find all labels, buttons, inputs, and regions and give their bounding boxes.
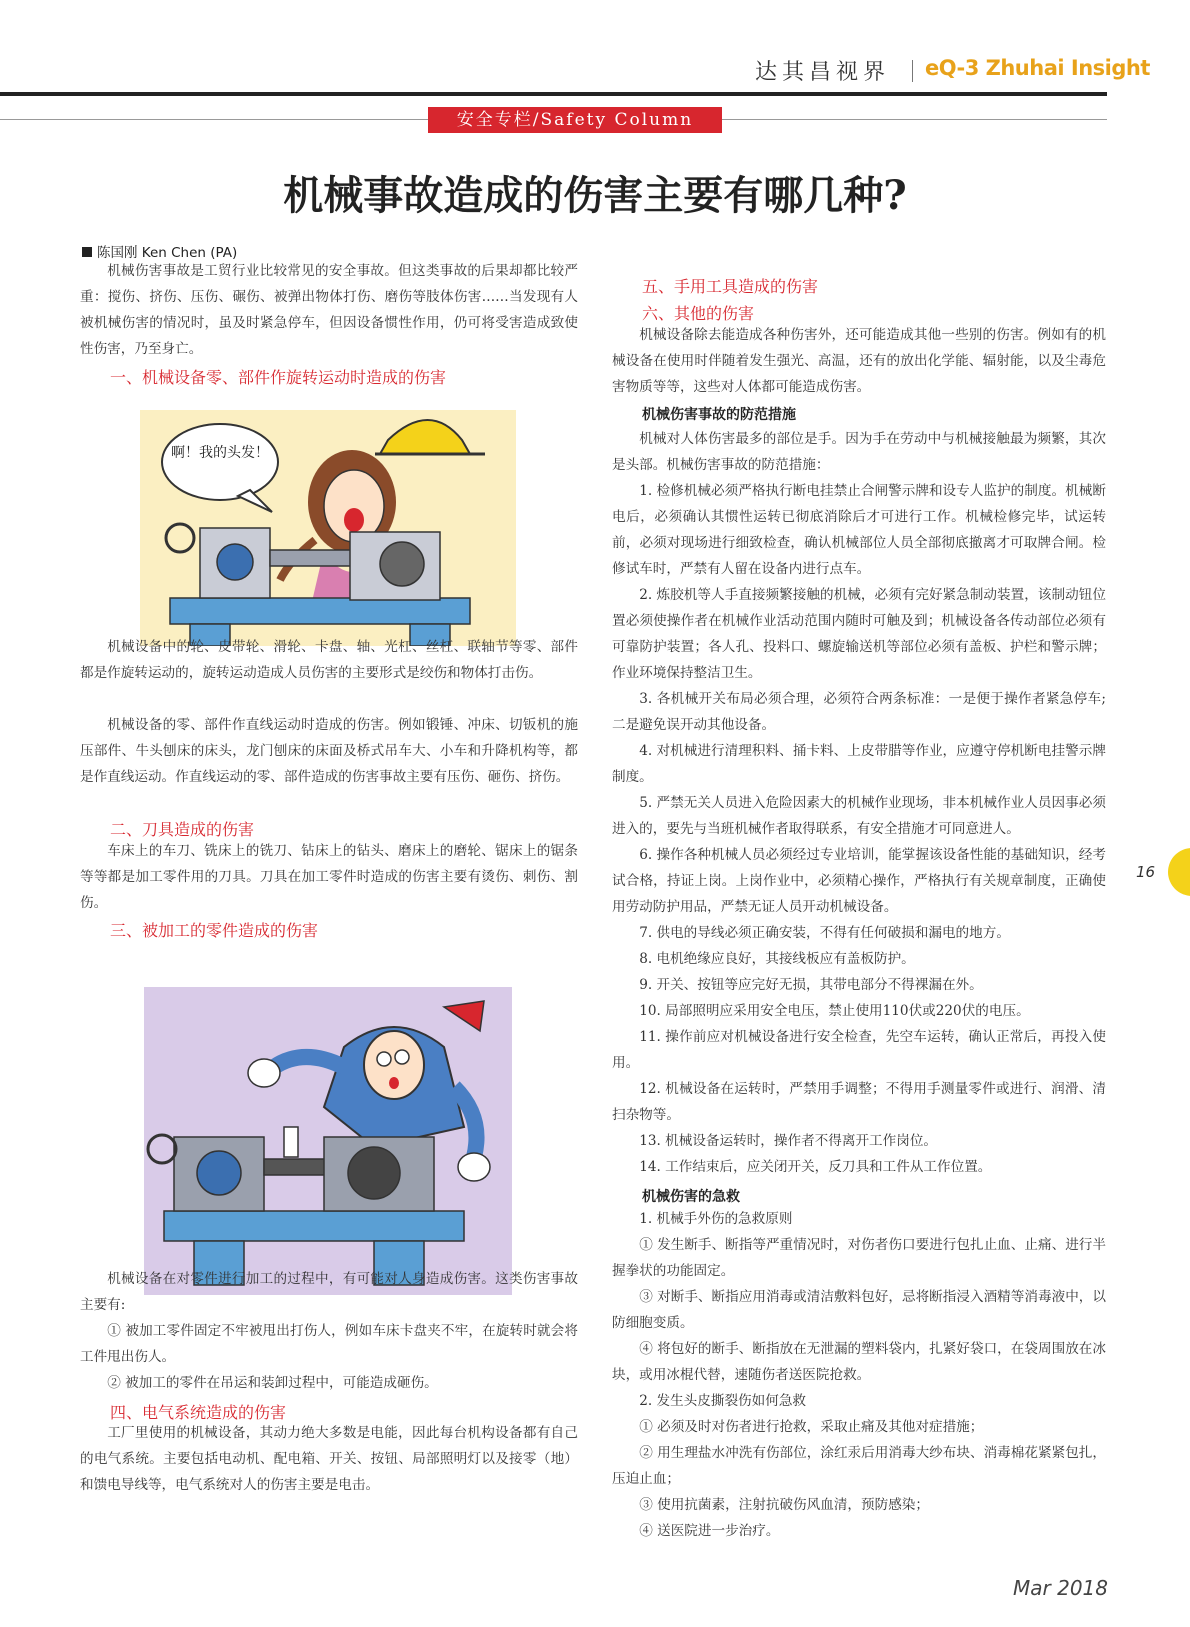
first-aid-1: 1. 机械手外伤的急救原则 xyxy=(639,1211,793,1227)
figure-hair-caught-in-lathe xyxy=(140,410,516,646)
measure-2: 2. 炼胶机等人手直接频繁接触的机械，必须有完好紧急制动装置，该制动钮位置必须使操作者在机械作业活动范围内随时可触及到；机械设备各传动部位必须有可靠防护装置；各人孔、投料口、螺旋输送机等部位必须有盖板、护栏和警示牌；作业环境保持整洁卫生。 xyxy=(612,587,1106,681)
page-tab-marker xyxy=(1168,848,1190,896)
paragraph-cutting-tools: 车床上的车刀、铣床上的铣刀、钻床上的钻头、磨床上的磨轮、锯床上的锯条等等都是加工零件用的刀具。刀具在加工零件时造成的伤害主要有烫伤、刺伤、割伤。 xyxy=(80,843,578,911)
magazine-name-cn: 达其昌视界 xyxy=(754,60,890,85)
measure-5: 5. 严禁无关人员进入危险因素大的机械作业现场，非本机械作业人员因事必须进入的，要先与当班机械作者取得联系，有安全措施才可同意进人。 xyxy=(612,795,1106,837)
measure-14: 14. 工作结束后，应关闭开关，反刀具和工件从工作位置。 xyxy=(639,1159,992,1175)
measure-12: 12. 机械设备在运转时，严禁用手调整；不得用手测量零件或进行、润滑、清扫杂物等。 xyxy=(612,1081,1106,1123)
bullet-square-icon xyxy=(82,247,92,257)
first-aid-8: ③ 使用抗菌素，注射抗破伤风血清，预防感染； xyxy=(639,1497,929,1513)
paragraph-electrical: 工厂里使用的机械设备，其动力绝大多数是电能，因此每台机构设备都有自己的电气系统。主要包括电动机、配电箱、开关、按钮、局部照明灯以及接零（地）和馈电导线等，电气系统对人的伤害主要是电击。 xyxy=(80,1425,578,1493)
measure-3: 3. 各机械开关布局必须合理，必须符合两条标准：一是便于操作者紧急停车;二是避免误开动其他设备。 xyxy=(612,691,1106,733)
paragraph-other-hazards: 机械设备除去能造成各种伤害外，还可能造成其他一些别的伤害。例如有的机械设备在使用时伴随着发生强光、高温，还有的放出化学能、辐射能，以及尘毒危害物质等等，这些对人体都可能造成伤害。 xyxy=(612,327,1106,395)
figure-workpiece-ejected xyxy=(144,987,512,1295)
first-aid-9: ④ 送医院进一步治疗。 xyxy=(639,1523,780,1539)
header-separator xyxy=(912,60,913,82)
measure-6: 6. 操作各种机械人员必须经过专业培训，能掌握该设备性能的基础知识，经考试合格，持证上岗。上岗作业中，必须精心操作，严格执行有关规章制度，正确使用劳动防护用品，严禁无证人员开动机械设备。 xyxy=(612,847,1106,915)
measure-7: 7. 供电的导线必须正确安装，不得有任何破损和漏电的地方。 xyxy=(639,925,1010,941)
article-title: 机械事故造成的伤害主要有哪几种? xyxy=(283,172,907,219)
measure-4: 4. 对机械进行清理积料、捅卡料、上皮带腊等作业，应遵守停机断电挂警示牌制度。 xyxy=(612,743,1106,785)
section-heading-6: 六、其他的伤害 xyxy=(642,304,755,323)
figure1-speech: 啊！我的头发！ xyxy=(171,445,269,461)
first-aid-4: ④ 将包好的断手、断指放在无泄漏的塑料袋内，扎紧好袋口，在袋周围放在冰块，或用冰棍代替，速随伤者送医院抢救。 xyxy=(612,1341,1106,1383)
paragraph-prevention-intro: 机械对人体伤害最多的部位是手。因为手在劳动中与机械接触最为频繁，其次是头部。机械伤害事故的防范措施： xyxy=(612,431,1106,473)
intro-paragraph: 机械伤害事故是工贸行业比较常见的安全事故。但这类事故的后果却都比较严重：搅伤、挤伤、压伤、碾伤、被弹出物体打伤、磨伤等肢体伤害……当发现有人被机械伤害的情况时，虽及时紧急停车，但因设备惯性作用，仍可将受害造成致使性伤害，乃至身亡。 xyxy=(80,263,578,357)
first-aid-2: ① 发生断手、断指等严重情况时，对伤者伤口要进行包扎止血、止痛、进行半握拳状的功能固定。 xyxy=(612,1237,1106,1279)
measure-1: 1. 检修机械必须严格执行断电挂禁止合闸警示牌和设专人监护的制度。机械断电后，必须确认其惯性运转已彻底消除后才可进行工作。机械检修完毕，试运转前，必须对现场进行细致检查，确认机械部位人员全部彻底撤离才可取牌合闸。检修试车时，严禁有人留在设备内进行点车。 xyxy=(612,483,1106,577)
subheading-prevention: 机械伤害事故的防范措施 xyxy=(642,407,796,423)
measure-11: 11. 操作前应对机械设备进行安全检查，先空车运转，确认正常后，再投入使用。 xyxy=(612,1029,1106,1071)
first-aid-5: 2. 发生头皮撕裂伤如何急救 xyxy=(639,1393,807,1409)
measure-10: 10. 局部照明应采用安全电压，禁止使用110伏或220伏的电压。 xyxy=(639,1003,1030,1019)
section-heading-2: 二、刀具造成的伤害 xyxy=(110,820,255,839)
issue-date: Mar 2018 xyxy=(1013,1576,1108,1600)
paragraph-rotating-parts: 机械设备中的轮、皮带轮、滑轮、卡盘、轴、光杠、丝杠、联轴节等零、部件都是作旋转运动的，旋转运动造成人员伤害的主要形式是绞伤和物体打击伤。 xyxy=(80,639,578,681)
first-aid-6: ① 必须及时对伤者进行抢救，采取止痛及其他对症措施； xyxy=(639,1419,984,1435)
section-heading-5: 五、手用工具造成的伤害 xyxy=(642,277,819,296)
measure-8: 8. 电机绝缘应良好，其接线板应有盖板防护。 xyxy=(639,951,915,967)
measure-13: 13. 机械设备运转时，操作者不得离开工作岗位。 xyxy=(639,1133,938,1149)
column-label: 安全专栏/Safety Column xyxy=(428,107,722,133)
section-heading-4: 四、电气系统造成的伤害 xyxy=(110,1403,287,1422)
magazine-name-en: eQ-3 Zhuhai Insight xyxy=(925,56,1150,80)
paragraph-workpiece: 机械设备在对零件进行加工的过程中，有可能对人身造成伤害。这类伤害事故主要有: xyxy=(80,1271,578,1313)
measure-9: 9. 开关、按钮等应完好无损，其带电部分不得裸漏在外。 xyxy=(639,977,983,993)
subheading-first-aid: 机械伤害的急救 xyxy=(642,1189,740,1205)
section-heading-1: 一、机械设备零、部件作旋转运动时造成的伤害 xyxy=(110,368,447,387)
page-number: 16 xyxy=(1136,863,1156,881)
header-rule xyxy=(0,92,1107,96)
list-item-workpiece-1: ① 被加工零件固定不牢被甩出打伤人，例如车床卡盘夹不牢，在旋转时就会将工件甩出伤人。 xyxy=(80,1323,578,1365)
paragraph-linear-motion: 机械设备的零、部件作直线运动时造成的伤害。例如锻锤、冲床、切钣机的施压部件、牛头刨床的床头，龙门刨床的床面及桥式吊车大、小车和升降机构等，都是作直线运动。作直线运动的零、部件造成的伤害事故主要有压伤、砸伤、挤伤。 xyxy=(80,717,578,785)
first-aid-3: ③ 对断手、断指应用消毒或清洁敷料包好，忌将断指浸入酒精等消毒液中，以防细胞变质。 xyxy=(612,1289,1106,1331)
first-aid-7: ② 用生理盐水冲洗有伤部位，涂红汞后用消毒大纱布块、消毒棉花紧紧包扎，压迫止血； xyxy=(612,1445,1106,1487)
author-name: 陈国刚 Ken Chen (PA) xyxy=(97,245,238,261)
section-heading-3: 三、被加工的零件造成的伤害 xyxy=(110,921,319,940)
list-item-workpiece-2: ② 被加工的零件在吊运和装卸过程中，可能造成砸伤。 xyxy=(107,1375,438,1391)
